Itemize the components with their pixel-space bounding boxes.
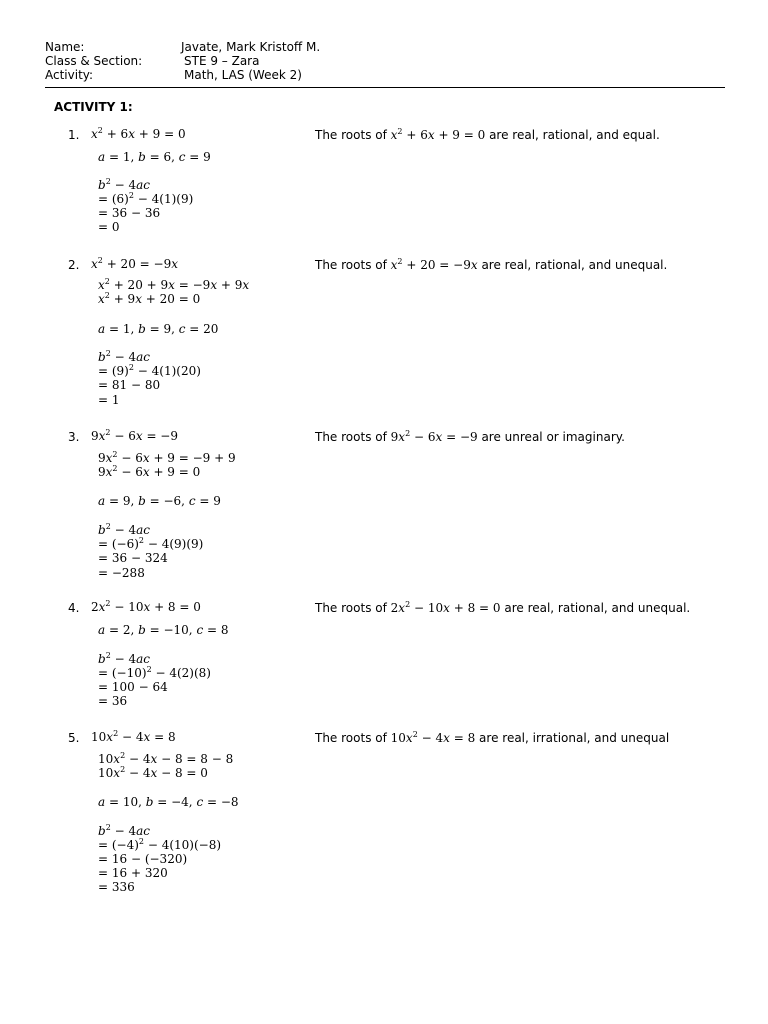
problem-number: 5. <box>68 731 80 745</box>
solution-line: = 36 <box>98 694 128 708</box>
solution-line: = 0 <box>98 220 120 234</box>
solution-line: $b^2 - 4ac$ <box>98 823 150 838</box>
solution-line: = $(9)^2 - 4(1)(20)$ <box>98 363 201 378</box>
solution-line: = 1 <box>98 393 120 407</box>
problem-equation: $10x^2 - 4x = 8$ <box>91 729 176 744</box>
solution-line: a = 10, b = −4, c = −8 <box>98 795 239 809</box>
solution-line: = 36 − 324 <box>98 551 168 565</box>
solution-line: a = 9, b = −6, c = 9 <box>98 494 221 508</box>
activity-label: Activity: <box>45 68 94 82</box>
solution-line: a = 2, b = −10, c = 8 <box>98 623 229 637</box>
problem-equation: $9x^2 - 6x = -9$ <box>91 428 178 443</box>
activity-value: Math, LAS (Week 2) <box>184 68 302 82</box>
class-section-value: STE 9 – Zara <box>184 54 260 68</box>
solution-line: = $(-6)^2 - 4(9)(9)$ <box>98 536 204 551</box>
solution-line: = 81 − 80 <box>98 378 161 392</box>
problem-equation: $2x^2 - 10x + 8 = 0$ <box>91 599 201 614</box>
problem-conclusion: The roots of $10x^2 - 4x = 8$ are real, irrational, and unequal <box>315 730 670 745</box>
problem-conclusion: The roots of $9x^2 - 6x = -9$ are unreal or imaginary. <box>315 429 625 444</box>
solution-line: $b^2 - 4ac$ <box>98 177 150 192</box>
solution-line: = −288 <box>98 566 145 580</box>
solution-line: $9x^2 - 6x + 9 = -9 + 9$ <box>98 450 236 465</box>
problem-number: 2. <box>68 258 80 272</box>
solution-line: $b^2 - 4ac$ <box>98 522 150 537</box>
solution-line: = 16 − (−320) <box>98 852 188 866</box>
problem-conclusion: The roots of $x^2 + 20 = -9x$ are real, rational, and unequal. <box>315 257 668 272</box>
solution-line: = $(-4)^2 - 4(10)(-8)$ <box>98 837 222 852</box>
name-label: Name: <box>45 40 85 54</box>
solution-line: = 336 <box>98 880 135 894</box>
solution-line: $9x^2 - 6x + 9 = 0$ <box>98 464 201 479</box>
problem-conclusion: The roots of $x^2 + 6x + 9 = 0$ are real, rational, and equal. <box>315 127 660 142</box>
solution-line: = $(6)^2 - 4(1)(9)$ <box>98 191 194 206</box>
header-divider <box>45 87 725 88</box>
problem-conclusion: The roots of $2x^2 - 10x + 8 = 0$ are real, rational, and unequal. <box>315 600 691 615</box>
solution-line: $10x^2 - 4x - 8 = 0$ <box>98 765 208 780</box>
solution-line: a = 1, b = 9, c = 20 <box>98 322 219 336</box>
solution-line: = $(-10)^2 - 4(2)(8)$ <box>98 665 211 680</box>
activity-title: ACTIVITY 1: <box>54 100 133 114</box>
problem-number: 4. <box>68 601 80 615</box>
problem-equation: $x^2 + 6x + 9 = 0$ <box>91 126 186 141</box>
solution-line: = 36 − 36 <box>98 206 161 220</box>
solution-line: a = 1, b = 6, c = 9 <box>98 150 211 164</box>
name-value: Javate, Mark Kristoff M. <box>181 40 321 54</box>
solution-line: $b^2 - 4ac$ <box>98 651 150 666</box>
solution-line: $10x^2 - 4x - 8 = 8 - 8$ <box>98 751 234 766</box>
solution-line: $x^2 + 20 + 9x = -9x + 9x$ <box>98 277 250 292</box>
problem-equation: $x^2 + 20 = -9x$ <box>91 256 178 271</box>
problem-number: 1. <box>68 128 80 142</box>
solution-line: $b^2 - 4ac$ <box>98 349 150 364</box>
class-section-label: Class & Section: <box>45 54 143 68</box>
solution-line: $x^2 + 9x + 20 = 0$ <box>98 291 201 306</box>
problem-number: 3. <box>68 430 80 444</box>
solution-line: = 100 − 64 <box>98 680 168 694</box>
solution-line: = 16 + 320 <box>98 866 168 880</box>
